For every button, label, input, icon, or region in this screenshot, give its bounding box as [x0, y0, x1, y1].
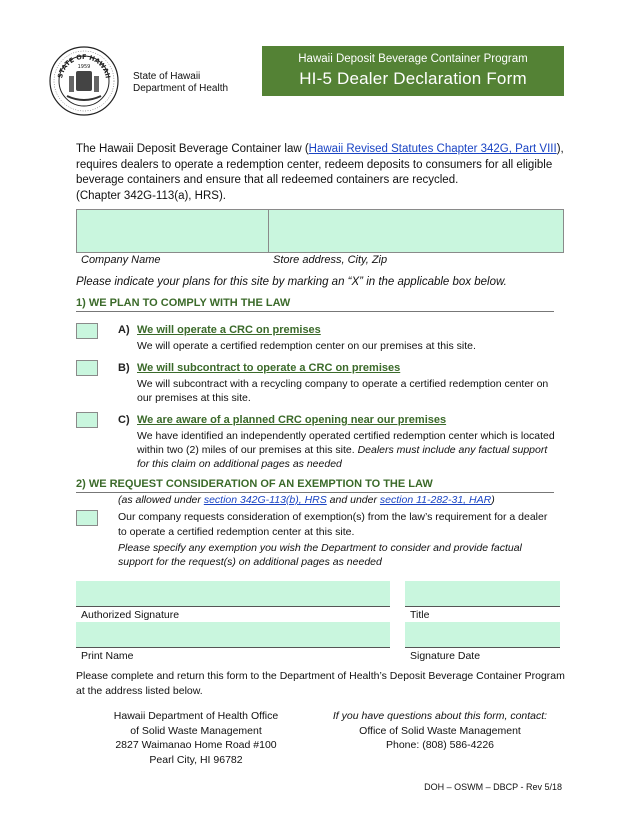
intro-text-end: ), requires dealers to operate a redemption center, redeem deposits to consumers for all eligible beverage containers and ensure that all redeemed containers are recycled.	[76, 143, 564, 186]
agency-name	[133, 71, 228, 95]
mailing-address	[100, 709, 292, 767]
title-banner	[262, 46, 564, 96]
har-section-link[interactable]: section 11-282-31, HAR	[379, 494, 492, 506]
contact-info	[320, 709, 560, 753]
intro-citation: (Chapter 342G-113(a), HRS).	[76, 189, 226, 202]
option-c-letter: C)	[118, 414, 130, 426]
option-b-checkbox[interactable]	[76, 360, 98, 376]
intro-paragraph	[76, 142, 576, 204]
option-a-title: We will operate a CRC on premises	[137, 324, 321, 336]
option-c-desc-italic: Dealers must include any factual support for this claim on additional pages as needed	[137, 444, 548, 470]
authorized-signature-label: Authorized Signature	[81, 609, 180, 621]
option-c-description	[137, 429, 557, 471]
title-label: Title	[410, 609, 430, 621]
state-seal-icon	[49, 46, 119, 116]
exemption-checkbox[interactable]	[76, 510, 98, 526]
form-title: HI-5 Dealer Declaration Form	[299, 69, 527, 88]
option-c-title: We are aware of a planned CRC opening near our premises	[137, 414, 447, 426]
hrs-section-link[interactable]: section 342G-113(b), HRS	[203, 494, 327, 506]
address-line-2: of Solid Waste Management	[130, 724, 262, 737]
option-b-title: We will subcontract to operate a CRC on premises	[137, 362, 401, 374]
program-name: Hawaii Deposit Beverage Container Program	[298, 53, 528, 65]
exemption-legal-note	[118, 494, 495, 506]
print-name-label: Print Name	[81, 650, 134, 662]
closing-paragraph: Please complete and return this form to the Department of Health’s Deposit Beverage Container Program at the address listed below.	[76, 670, 565, 697]
intro-text-start: The Hawaii Deposit Beverage Container law (	[76, 143, 309, 155]
company-name-field[interactable]	[77, 210, 269, 252]
agency-line-1: State of Hawaii	[133, 71, 201, 82]
section-1-heading: 1) WE PLAN TO COMPLY WITH THE LAW	[76, 297, 554, 312]
company-name-label: Company Name	[81, 254, 161, 266]
seal-text: STATE OF HAWAII	[56, 52, 112, 79]
address-line-1: Hawaii Department of Health Office	[113, 710, 279, 722]
option-b-description: We will subcontract with a recycling company to operate a certified redemption center on our premises at this site.	[137, 378, 549, 404]
exemption-instructions: Please specify any exemption you wish the Department to consider and provide factual support for the request(s) on additional pages as needed	[118, 542, 522, 568]
form-revision-footer: DOH – OSWM – DBCP - Rev 5/18	[424, 782, 562, 792]
seal-year: 1959	[77, 64, 91, 70]
exemption-body: Our company requests consideration of exemption(s) from the law’s requirement for a dealer to operate a certified redemption center at this site.	[118, 511, 548, 538]
option-a-description: We will operate a certified redemption center on our premises at this site.	[137, 340, 476, 352]
signature-date-label: Signature Date	[410, 650, 481, 662]
note-prefix: (as allowed under	[118, 494, 204, 506]
contact-question: If you have questions about this form, contact:	[332, 710, 548, 722]
option-a-letter: A)	[118, 324, 130, 336]
authorized-signature-field[interactable]	[76, 581, 390, 607]
option-a-checkbox[interactable]	[76, 323, 98, 339]
option-c-checkbox[interactable]	[76, 412, 98, 428]
company-info-fields	[76, 209, 564, 253]
title-field[interactable]	[405, 581, 560, 607]
store-address-label: Store address, City, Zip	[273, 254, 388, 266]
print-name-field[interactable]	[76, 622, 390, 648]
agency-line-2: Department of Health	[133, 83, 229, 94]
hrs-chapter-link[interactable]: Hawaii Revised Statutes Chapter 342G, Part VIII	[308, 143, 557, 155]
address-line-4: Pearl City, HI 96782	[149, 753, 243, 766]
note-mid: and under	[326, 494, 380, 506]
contact-phone: Phone: (808) 586-4226	[386, 739, 494, 751]
section-2-heading: 2) WE REQUEST CONSIDERATION OF AN EXEMPTION TO THE LAW	[76, 478, 554, 493]
note-suffix: )	[491, 494, 495, 506]
contact-office: Office of Solid Waste Management	[359, 724, 521, 737]
store-address-field[interactable]	[269, 210, 563, 252]
address-line-3: 2827 Waimanao Home Road #100	[115, 739, 277, 751]
signature-date-field[interactable]	[405, 622, 560, 648]
instruction-text: Please indicate your plans for this site by marking an “X” in the applicable box below.	[76, 276, 507, 288]
option-b-letter: B)	[118, 362, 130, 374]
option-c-desc-text: We have identified an independently operated certified redemption center which is located within two (2) miles of our premises at this site.	[137, 430, 555, 456]
